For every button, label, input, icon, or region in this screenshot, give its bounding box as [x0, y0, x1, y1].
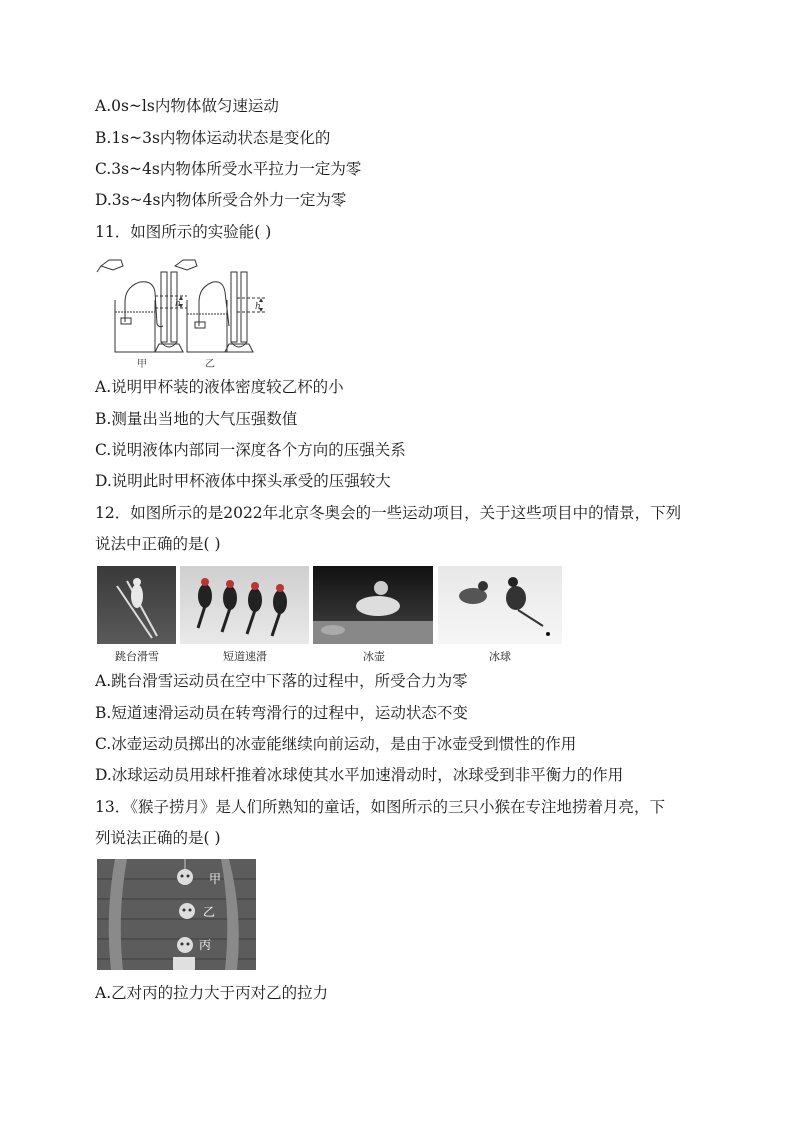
monkey-label-yi: 乙 [203, 905, 216, 919]
q12-option-d: D.冰球运动员用球杆推着冰球使其水平加速滑动时，冰球受到非平衡力的作用 [95, 766, 624, 784]
q12-option-a: A.跳台滑雪运动员在空中下落的过程中，所受合力为零 [95, 672, 468, 690]
caption-ice-hockey: 冰球 [489, 650, 511, 663]
q12-stem-line1: 12．如图所示的是2022年北京冬奥会的一些运动项目，关于这些项目中的情景，下列 [95, 504, 682, 522]
monkey-moon-figure [97, 859, 256, 970]
q10-option-d: D.3s~4s内物体所受合外力一定为零 [95, 191, 347, 209]
q12-stem-line2: 说法中正确的是( ) [95, 535, 221, 553]
monkey-label-bing: 丙 [199, 938, 212, 952]
q11-option-b: B.测量出当地的大气压强数值 [95, 410, 298, 428]
q11-option-d: D.说明此时甲杯液体中探头承受的压强较大 [95, 472, 391, 490]
q11-option-a: A.说明甲杯装的液体密度较乙杯的小 [95, 378, 344, 396]
ski-jump-photo [97, 566, 176, 644]
caption-short-track: 短道速滑 [223, 650, 267, 663]
label-jia: 甲 [137, 359, 147, 370]
q12-option-b: B.短道速滑运动员在转弯滑行的过程中，运动状态不变 [95, 704, 468, 722]
q13-option-a: A.乙对丙的拉力大于丙对乙的拉力 [95, 984, 329, 1002]
caption-ski-jump: 跳台滑雪 [115, 650, 159, 663]
q12-option-c: C.冰壶运动员掷出的冰壶能继续向前运动，是由于冰壶受到惯性的作用 [95, 735, 577, 753]
q10-option-c: C.3s~4s内物体所受水平拉力一定为零 [95, 160, 362, 178]
caption-curling: 冰壶 [363, 650, 385, 663]
right-h-label: h [255, 302, 261, 312]
left-h-label: h [175, 299, 181, 309]
q13-stem-line1: 13．《猴子捞月》是人们所熟知的童话，如图所示的三只小猴在专注地捞着月亮，下 [95, 798, 665, 816]
q11-stem: 11．如图所示的实验能( ) [95, 223, 272, 241]
curling-photo [313, 566, 433, 644]
q11-pressure-figure [95, 252, 275, 372]
q11-option-c: C.说明液体内部同一深度各个方向的压强关系 [95, 441, 406, 459]
q10-option-a: A.0s~ls内物体做匀速运动 [95, 97, 279, 115]
monkey-label-jia: 甲 [209, 872, 222, 886]
q10-option-b: B.1s~3s内物体运动状态是变化的 [95, 129, 331, 147]
ice-hockey-photo [438, 566, 562, 644]
label-yi: 乙 [205, 359, 215, 370]
q13-stem-line2: 列说法正确的是( ) [95, 829, 221, 847]
short-track-photo [180, 566, 309, 644]
